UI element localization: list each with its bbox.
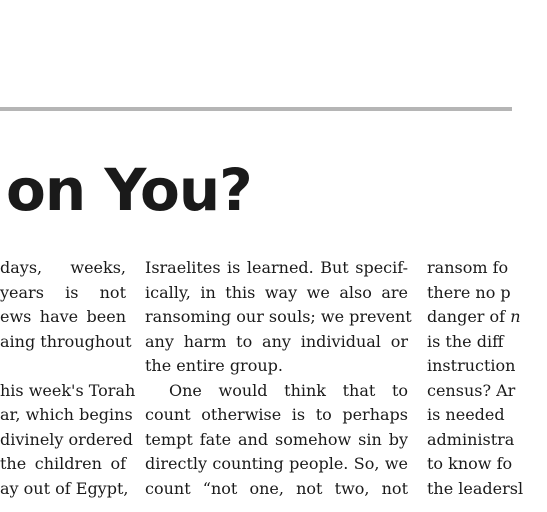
text-line: ically, in this way we also are — [145, 282, 408, 302]
text-line: ay out of Egypt, — [0, 478, 129, 498]
text-line: years is not — [0, 282, 126, 302]
text-line: any harm to any individual or — [145, 331, 408, 351]
text-line: ransoming our souls; we prevent — [145, 307, 412, 326]
italic-fragment: n — [510, 307, 521, 326]
text-line: count “not one, not two, not — [145, 478, 408, 498]
text-line: the entire group. — [145, 356, 283, 375]
text-line: the children of — [0, 454, 126, 473]
paragraph-break — [0, 354, 126, 379]
text-line: divinely ordered — [0, 429, 133, 449]
text-line: One would think that to — [169, 380, 408, 400]
text-line: ar, which begins — [0, 405, 133, 424]
text-line — [427, 305, 547, 330]
header-divider-rule — [0, 107, 512, 111]
text-line: to know fo — [427, 454, 513, 473]
text-line: tempt fate and somehow sin by — [145, 429, 408, 449]
text-line: count otherwise is to perhaps — [145, 405, 408, 424]
text-line: his week's Torah — [0, 380, 136, 400]
text-line: administra — [427, 429, 515, 449]
article-column-middle — [145, 256, 412, 501]
text-line: the leadersl — [427, 478, 524, 498]
article-headline: on You? — [6, 156, 252, 224]
text-line: ransom fo — [427, 258, 509, 277]
text-line: census? Ar — [427, 380, 516, 400]
text-line: days, weeks, — [0, 258, 126, 277]
text-line: is the diff — [427, 331, 504, 351]
text-line: instruction — [427, 356, 516, 375]
text-line: there no p — [427, 282, 511, 302]
text-fragment: danger of — [427, 307, 506, 326]
article-column-left — [0, 256, 136, 501]
text-line: ews have been — [0, 307, 126, 326]
text-line: aing throughout — [0, 331, 132, 351]
article-column-right — [427, 256, 547, 501]
text-line: Israelites is learned. But specif- — [145, 258, 408, 277]
text-line: is needed — [427, 405, 505, 424]
text-line: directly counting people. So, we — [145, 454, 408, 473]
